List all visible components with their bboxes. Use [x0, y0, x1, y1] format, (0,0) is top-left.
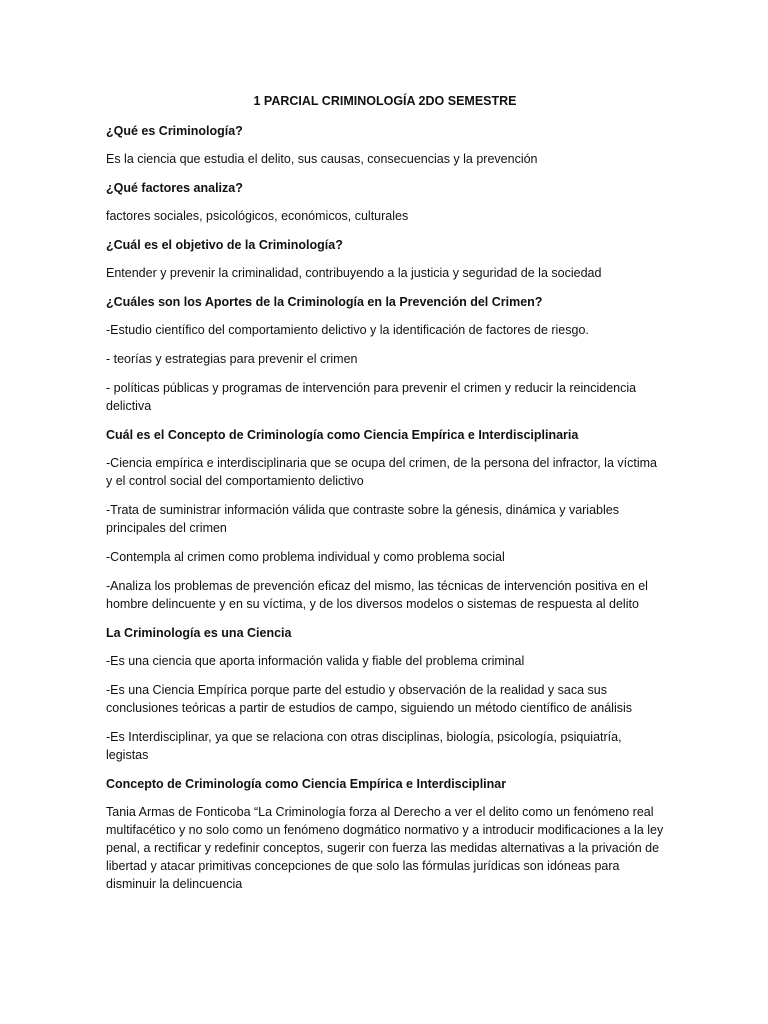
section-heading: Concepto de Criminología como Ciencia Empírica e Interdisciplinar [106, 777, 507, 791]
section-heading: ¿Cuál es el objetivo de la Criminología? [106, 238, 343, 252]
document-title: 1 PARCIAL CRIMINOLOGÍA 2DO SEMESTRE [253, 94, 517, 108]
paragraph: -Trata de suministrar información válida que contraste sobre la génesis, dinámica y variables principales del crimen [106, 503, 619, 535]
section-heading: ¿Cuáles son los Aportes de la Criminología en la Prevención del Crimen? [106, 295, 543, 309]
paragraph: - teorías y estrategias para prevenir el crimen [106, 352, 358, 366]
section-heading: La Criminología es una Ciencia [106, 626, 292, 640]
paragraph: -Estudio científico del comportamiento delictivo y la identificación de factores de riesgo. [106, 323, 589, 337]
section-heading: ¿Qué factores analiza? [106, 181, 243, 195]
document-body [106, 122, 664, 893]
paragraph: -Es una ciencia que aporta información valida y fiable del problema criminal [106, 654, 525, 668]
paragraph: Tania Armas de Fonticoba “La Criminología forza al Derecho a ver el delito como un fenómeno real multifacético y no solo como un fenómeno dogmático normativo y a introducir modificaciones a la ley penal, a rectificar y redefinir conceptos, sugerir con fuerza las medidas alternativas a la privación de libertad y atacar primitivas concepciones de que solo las fórmulas jurídicas son idóneas para disminuir la delincuencia [106, 805, 664, 891]
paragraph: -Analiza los problemas de prevención eficaz del mismo, las técnicas de intervención positiva en el hombre delincuente y en su víctima, y de los diversos modelos o sistemas de respuesta al delito [106, 579, 648, 611]
paragraph: -Ciencia empírica e interdisciplinaria que se ocupa del crimen, de la persona del infractor, la víctima y el control social del comportamiento delictivo [106, 456, 657, 488]
paragraph: -Es Interdisciplinar, ya que se relaciona con otras disciplinas, biología, psicología, psiquiatría, legistas [106, 730, 622, 762]
paragraph: - políticas públicas y programas de intervención para prevenir el crimen y reducir la reincidencia delictiva [106, 381, 637, 413]
paragraph: Es la ciencia que estudia el delito, sus causas, consecuencias y la prevención [106, 152, 538, 166]
paragraph: -Contempla al crimen como problema individual y como problema social [106, 550, 505, 564]
paragraph: Entender y prevenir la criminalidad, contribuyendo a la justicia y seguridad de la sociedad [106, 266, 602, 280]
section-heading: ¿Qué es Criminología? [106, 124, 243, 138]
section-heading: Cuál es el Concepto de Criminología como Ciencia Empírica e Interdisciplinaria [106, 428, 579, 442]
paragraph: -Es una Ciencia Empírica porque parte del estudio y observación de la realidad y saca sus conclusiones teóricas a partir de estudios de campo, siguiendo un método científico de análisis [106, 683, 633, 715]
paragraph: factores sociales, psicológicos, económicos, culturales [106, 209, 409, 223]
